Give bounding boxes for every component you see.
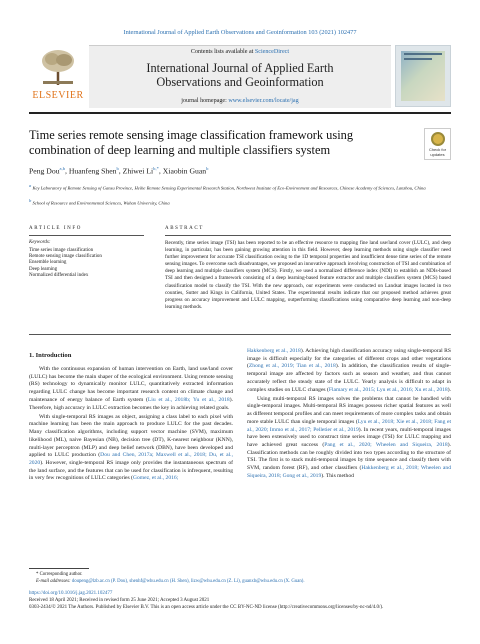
- journal-title: [89, 61, 391, 89]
- email-addresses: [36, 579, 451, 585]
- paragraph-text: ). This method: [321, 472, 354, 479]
- paragraph-text: With the continuous expansion of human intervention on Earth, land use/land cover (LULC) has become the main shaper of the ecological environment. Using remote sensing (RS) technology to dynamically monitor LULC, quantitatively extracted information regarding LULC change has become important research content on climate change and maintenance of energy balance of Earth system (: [29, 366, 233, 403]
- citation-link[interactable]: Gomez, et al., 2016;: [132, 475, 179, 482]
- doi-link[interactable]: https://doi.org/10.1016/j.jag.2021.102477: [29, 591, 113, 596]
- affiliation-a: [29, 183, 449, 191]
- abstract-bottom-divider: [29, 334, 451, 335]
- keyword-item: Remote sensing image classification: [29, 254, 102, 260]
- paragraph-text: Using multi-temporal RS images solves the problems that cannot be handled with single-temporal images. Multi-temporal RS images possess richer spatial features as well as different temporal profiles and can meet requirements of more complex tasks and obtain more stable LULC than single temporal images (: [247, 395, 451, 425]
- affiliation-b: [29, 198, 449, 206]
- check-updates-icon: [431, 132, 445, 146]
- citation-link[interactable]: Lyu et al., 2018; Xie et al., 2018; Fang et al., 2020; Immo et al., 2017; Pelletier et al., 2019: [247, 418, 451, 433]
- contents-lists-line: [89, 49, 391, 55]
- citation-link[interactable]: Dou and Chen, 2017a; Maxwell et al., 2018; Du, et al., 2020: [29, 452, 233, 466]
- journal-header: [29, 45, 451, 110]
- contents-prefix: Contents lists available at: [190, 49, 255, 55]
- citation-link[interactable]: Hakkenberg et al., 2018; Wheelen and Siqueira, 2018; Gong et al., 2019: [247, 465, 451, 479]
- article-info-divider: [29, 235, 144, 236]
- check-for-updates-button[interactable]: [424, 128, 451, 160]
- citation-link[interactable]: Flamary et al., 2015; Lyu et al., 2016; Xu et al., 2018: [328, 386, 448, 393]
- license-statement[interactable]: 0303-2434/© 2021 The Authors. Published by Elsevier B.V. This is an open access article under the CC BY-NC-ND license (http://creativecommons.org/licenses/by-nc-nd/4.0/).: [29, 605, 384, 610]
- footnote-divider: [29, 568, 89, 569]
- journal-title-line-1: International Journal of Applied Earth: [146, 61, 334, 75]
- affiliation-marker: b: [29, 198, 32, 203]
- cover-title-bar: [404, 53, 442, 55]
- affiliation-marker: a: [29, 183, 32, 188]
- keyword-item: Ensemble learning: [29, 260, 67, 266]
- homepage-link[interactable]: www.elsevier.com/locate/jag: [228, 98, 299, 104]
- citation-link[interactable]: Liu et al., 2018b; Yu et al., 2018: [147, 396, 230, 403]
- journal-homepage-line: [89, 98, 391, 104]
- paragraph-text: With single-temporal RS images as object, assigning a class label to each pixel with machine learning has been the main approach to produce LULC for the past decades. Many classification algorithms, including support vector machine (SVM), maximum likelihood (ML), naive Bayesian (NB), decision tree (DT), K-nearest neighbour (KNN), multi-layer perceptron (MLP) and deep belief network (DBN), have been developed and applied to LULC production (: [29, 413, 233, 459]
- section-heading-introduction: 1. Introduction: [29, 352, 72, 359]
- journal-cover-thumbnail[interactable]: [395, 45, 451, 107]
- received-dates: Received 18 April 2021; Received in revised form 25 June 2021; Accepted 3 August 2021: [29, 598, 210, 603]
- check-updates-line-2: updates: [430, 151, 445, 157]
- intro-paragraph-1: [29, 366, 233, 412]
- journal-citation-header[interactable]: International Journal of Applied Earth Observations and Geoinformation 103 (2021) 102477: [123, 29, 357, 36]
- intro-paragraph-continued: [247, 348, 451, 394]
- check-updates-line-1: Check for: [428, 147, 447, 152]
- keyword-item: Normalized differential index: [29, 272, 89, 278]
- affiliation-text: School of Resource and Environmental Sciences, Wuhan University, China: [32, 200, 170, 206]
- author-affiliation-marker[interactable]: b: [116, 166, 119, 171]
- author-affiliation-marker[interactable]: b: [206, 166, 209, 171]
- abstract-divider: [165, 235, 451, 236]
- sciencedirect-link[interactable]: ScienceDirect: [254, 49, 290, 55]
- corresponding-author-note: * Corresponding author.: [36, 572, 83, 577]
- cover-subtitle-bar: [404, 58, 432, 60]
- paragraph-text: ). Achieving high classification accuracy using single-temporal RS image is difficult especially for the categories of different crops and other vegetations (: [247, 348, 451, 370]
- affiliation-text: Key Laboratory of Remote Sensing of Gansu Province, Heihe Remote Sensing Experimental Research Station, Northwest Institute of Eco-Environment and Resources, Chinese Academy of Sciences, Lanzhou, China: [32, 185, 426, 191]
- paragraph-text: ). Classification methods can be roughly divided into two types according to the structure of TSI. The first is to stack multi-temporal images by time sequence and classify them with SVM, random forest (RF), and other classifiers (: [247, 441, 451, 472]
- paragraph-text: ).: [447, 386, 451, 393]
- body-column-right: [247, 348, 451, 482]
- author-name[interactable]: Zhiwei Li: [122, 166, 154, 176]
- keyword-item: Deep learning: [29, 266, 58, 272]
- author-affiliation-marker[interactable]: b,*: [153, 166, 159, 171]
- paragraph-text: ). However, single-temporal RS image only provides the instantaneous spectrum of the land surface, and the features that can be used for classification is infrequent, resulting in very few recognitions of LULC categories (: [29, 459, 233, 482]
- email-links[interactable]: doupeng@lzb.ac.cn (P. Dou), shenhf@whu.edu.cn (H. Shen), lizw@whu.edu.cn (Z. Li), guanxb@whu.edu.cn (X. Guan).: [71, 579, 305, 584]
- citation-link[interactable]: Zhong et al., 2019; Tian et al., 2018: [248, 363, 336, 370]
- citation-link[interactable]: Pang et al., 2020; Wheelen and Siqueira, 2018: [324, 441, 448, 448]
- author-name[interactable]: Peng Dou: [29, 166, 60, 176]
- elsevier-tree-icon: [37, 47, 79, 87]
- paragraph-text: ). In recent years, multi-temporal images have been extensively used to construct time series image (TSI) for LULC mapping and have achieved great success (: [247, 426, 451, 448]
- journal-title-line-2: Observations and Geoinformation: [156, 75, 324, 89]
- keyword-item: Time series image classification: [29, 248, 94, 253]
- author-affiliation-marker[interactable]: a,b: [59, 166, 66, 171]
- elsevier-wordmark: ELSEVIER: [32, 90, 84, 101]
- email-label: E-mail addresses:: [36, 579, 72, 584]
- keywords-label: Keywords:: [29, 240, 51, 245]
- article-info-heading: ARTICLE INFO: [29, 226, 82, 231]
- abstract-body: Recently, time series image (TSI) has been reported to be an effective resource to mapping fine land use/land cover (LULC), and deep learning, in particular, has been gaining growing attention in this field. However, deep learning methods using single classifier need further improvement for accurate TSI classification owing to the 1D temporal properties and insufficient dense time series of the remote sensing images. To overcome such disadvantages, we proposed an innovative approach involving construction of TSI and combination of deep learning and multiple classifiers system (MCS). Firstly, we used a normalized difference index (NDI) to establish an NDIs-based TSI and then designed a framework consisting of a deep learning-based feature extractor and multiple classifiers system (MCS) based classification model to classify the TSI. With the new approach, our experiments were conducted on Landsat images located in two counties, Sutter and Kings in California, United States. The experimental results indicate that our proposed method achieves great progress on accuracy improvement and LULC mapping, outperforming classifications using comparative deep learning and non-deep learning methods.: [165, 240, 451, 310]
- intro-paragraph-3: [247, 396, 451, 481]
- homepage-prefix: journal homepage:: [181, 98, 229, 104]
- author-list: Peng Dou$^{a,b}$, Huanfeng Shen$^b$, Zhiwei $Li^{b,*}$, Xiaobin Guan$^b$: [29, 166, 209, 176]
- paragraph-text: ). Therefore, high accuracy in LULC extraction becomes the key in achieving related goals.: [29, 396, 233, 411]
- citation-link[interactable]: Hakkenberg et al., 2018: [247, 348, 301, 354]
- author-name[interactable]: Huanfeng Shen: [68, 166, 117, 176]
- article-title: Time series remote sensing image classification framework using combination of deep learning and multiple classifiers system: [29, 128, 354, 157]
- elsevier-logo[interactable]: [29, 45, 87, 105]
- intro-paragraph-2: [29, 414, 233, 483]
- journal-masthead: [89, 45, 391, 108]
- keywords-list: [29, 248, 144, 279]
- abstract-heading: ABSTRACT: [165, 226, 204, 231]
- body-column-left: [29, 366, 233, 485]
- header-divider: [29, 112, 451, 114]
- check-updates-label: [425, 148, 450, 157]
- author-name[interactable]: Xiaobin Guan: [162, 166, 207, 176]
- paragraph-text: ). In addition, the classification results of single-temporal image are affected by factors such as season and weather, and thus cannot accurately reflect the steady state of the LULC. Yearly analysis is difficult to adapt in complex studies on LULC changes (: [247, 363, 451, 393]
